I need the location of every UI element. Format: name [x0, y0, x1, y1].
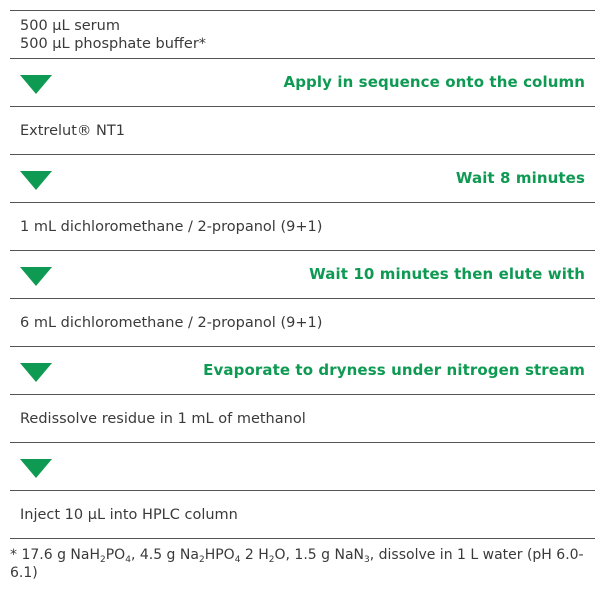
step-solvent-2: [10, 299, 595, 346]
footnote: [10, 546, 595, 582]
instruction-label: Wait 10 minutes then elute with: [309, 265, 585, 283]
footnote-text: PO: [105, 547, 126, 563]
footnote-text: HPO: [204, 547, 235, 563]
step-solvent-1: [10, 203, 595, 250]
down-triangle-icon: [20, 363, 52, 382]
instruction-label: Wait 8 minutes: [455, 169, 585, 187]
footnote-text: O, 1.5 g NaN: [274, 547, 364, 563]
step-line: Inject 10 µL into HPLC column: [20, 506, 238, 523]
step-line: 1 mL dichloromethane / 2-propanol (9+1): [20, 218, 323, 235]
instruction-label: Evaporate to dryness under nitrogen stream: [203, 361, 585, 379]
step-line: Extrelut® NT1: [20, 122, 125, 139]
step-line: 500 µL serum: [20, 17, 120, 34]
subscript: 2: [100, 555, 106, 565]
footnote-text: * 17.6 g NaH: [10, 547, 100, 563]
down-triangle-icon: [20, 75, 52, 94]
step-redissolve: [10, 395, 595, 442]
divider: [10, 538, 595, 539]
down-triangle-icon: [20, 459, 52, 478]
footnote-text: , dissolve in 1 L water (pH 6.0-6.1): [10, 547, 584, 581]
step-line: Redissolve residue in 1 mL of methanol: [20, 410, 306, 427]
subscript: 4: [234, 555, 241, 565]
footnote-text: 2 H: [240, 547, 269, 563]
subscript: 2: [268, 555, 275, 565]
instruction-label: Apply in sequence onto the column: [283, 73, 585, 91]
arrow-row: [10, 251, 595, 298]
step-column: [10, 107, 595, 154]
step-sample: [10, 11, 595, 58]
subscript: 3: [364, 555, 370, 565]
footnote-text: , 4.5 g Na: [130, 547, 199, 563]
down-triangle-icon: [20, 171, 52, 190]
arrow-row: [10, 443, 595, 490]
step-inject: [10, 491, 595, 538]
step-line: 6 mL dichloromethane / 2-propanol (9+1): [20, 314, 323, 331]
protocol-flow: [10, 10, 595, 539]
arrow-row: [10, 155, 595, 202]
subscript: 4: [125, 555, 131, 565]
subscript: 2: [198, 555, 205, 565]
down-triangle-icon: [20, 267, 52, 286]
arrow-row: [10, 347, 595, 394]
step-line: 500 µL phosphate buffer*: [20, 35, 207, 52]
arrow-row: [10, 59, 595, 106]
